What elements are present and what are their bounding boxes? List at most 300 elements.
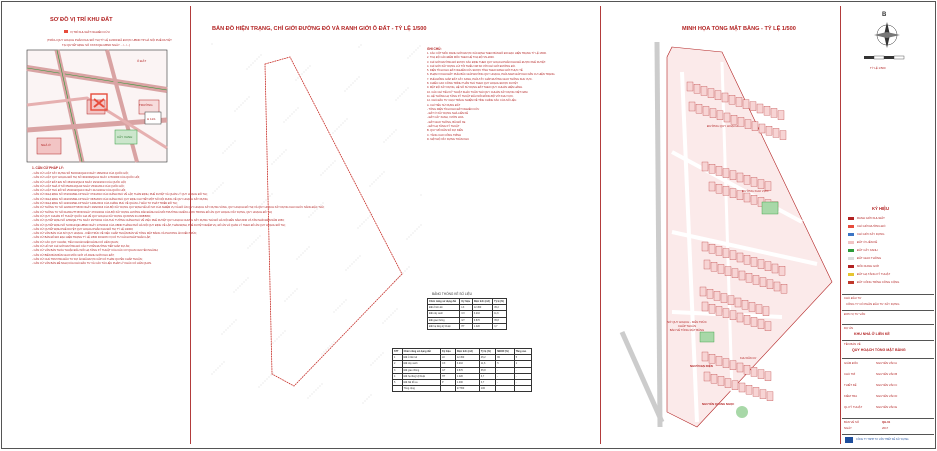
survey-point [219,187,220,188]
survey-point [326,350,327,351]
note-line: 9. MẬT ĐỘ XÂY DỰNG, HỆ SỐ SỬ DỤNG ĐẤT THEO QUY CHUẨN HIỆN HÀNH. [427,86,523,90]
survey-point [387,319,388,320]
house-lot [751,367,757,376]
survey-point [236,320,237,321]
house-lot [737,313,743,322]
survey-point [388,138,389,139]
legal-note-line: - CĂN CỨ LUẬT ĐẤT ĐAI SỐ 45/2013/QH13 NGÀY 29/11/2013 CỦA QUỐC HỘI; [32,180,127,184]
location-map [27,50,167,162]
survey-point [315,211,316,212]
legend-item [848,256,881,260]
survey-point [314,392,315,393]
survey-point [282,154,283,155]
house-lot [709,182,715,191]
note-line: - ĐẤT Ở XÂY DỰNG NHÀ LIỀN KỀ [427,112,469,116]
legend-item [848,272,890,276]
house-lot [704,372,710,381]
survey-point [313,213,314,214]
legend-swatch [848,225,854,228]
survey-point [339,127,340,128]
house-lot [739,383,745,392]
house-lot [725,267,731,276]
table-cell: 11,6 [479,361,495,367]
survey-point [345,91,346,92]
legend-item [848,280,899,284]
drawing-label: TÊN BẢN VẼ [844,342,861,346]
site-plan-title: MINH HỌA TỔNG MẶT BẰNG - TỶ LỆ 1/500 [682,26,796,32]
house-lot [737,173,743,182]
table-cell: 100 [479,386,495,392]
survey-point [308,398,309,399]
survey-point [262,204,263,205]
survey-point [408,58,409,59]
survey-point [400,96,401,97]
survey-point [227,149,228,150]
survey-point [258,238,259,239]
survey-point [292,114,293,115]
survey-point [396,100,397,101]
map-label-2: NHÀ Ở [41,143,51,147]
table-cell: 5 [393,379,403,385]
survey-point [278,158,279,159]
table-cell: 5 [496,361,514,367]
table-cell: Đất hạ tầng kỹ thuật [402,373,440,379]
notes-list [427,52,587,142]
survey-point [232,324,233,325]
survey-point [371,365,372,366]
table-cell: Đất hạ tầng kỹ thuật [428,323,460,329]
legend-item [848,264,879,268]
table-cell: HT [441,373,456,379]
legend-item [848,240,877,244]
survey-point [311,215,312,216]
legal-notes-heading: 1. CĂN CỨ PHÁP LÝ: [32,166,64,170]
survey-point [299,257,300,258]
house-lot [764,106,770,115]
survey-point [224,332,225,333]
signature-name: NGUYỄN QUANG NGỌC [702,402,735,406]
survey-point [347,89,348,90]
house-lot [744,175,750,184]
survey-point [287,299,288,300]
house-lot [743,100,749,109]
location-legend-swatch [64,30,68,33]
survey-point [412,54,413,55]
survey-point [345,121,346,122]
panel-divider-3 [840,6,841,444]
house-lot [739,271,745,280]
survey-point [225,151,226,152]
survey-point [217,189,218,190]
survey-point [297,289,298,290]
legend-swatch [848,281,854,284]
survey-point [309,247,310,248]
drawing-name: QUY HOẠCH TỔNG MẶT BẰNG [852,348,906,352]
house-lot [694,84,700,93]
survey-point [333,163,334,164]
date-label: NGÀY [844,426,852,430]
survey-point [247,69,248,70]
survey-point [404,92,405,93]
north-letter: B [882,12,887,18]
consultant-label: ĐƠN VỊ TƯ VẤN [844,312,866,316]
legend-heading: KÝ HIỆU [872,206,889,211]
house-lot [718,264,724,273]
survey-point [224,362,225,363]
table-cell: P [441,379,456,385]
house-lot [723,309,729,318]
title-block [842,6,934,446]
survey-point [272,164,273,165]
house-lot [728,296,734,305]
legend-label: ĐẤT CÂY XANH [857,248,878,252]
drawing-sheet [1,1,936,449]
survey-point [245,101,246,102]
house-lot [758,320,764,329]
legal-note-line: - CĂN CỨ LUẬT QUY HOẠCH ĐÔ THỊ SỐ 30/2009/QH12 NGÀY 17/6/2009 CỦA QUỐC HỘI; [32,176,140,180]
house-lot [746,273,752,282]
survey-point [260,206,261,207]
survey-point [382,174,383,175]
house-lot [766,126,772,135]
note-line: 2. TOẠ ĐỘ CÁC ĐIỂM MỐC THEO HỆ TOẠ ĐỘ VN-2000. [427,56,495,60]
house-lot [765,372,771,381]
survey-point [242,284,243,285]
house-lot [730,361,736,370]
table-cell: 3.210 [472,311,492,317]
house-lot [779,266,785,275]
survey-point [333,133,334,134]
survey-point [332,344,333,345]
survey-point [220,366,221,367]
survey-point [325,171,326,172]
survey-point [389,317,390,318]
survey-point [377,359,378,360]
table-cell: 9.870 [455,367,479,373]
survey-point [355,81,356,82]
compass-icon [872,20,902,50]
table-cell: - [496,367,514,373]
survey-point [303,253,304,254]
legend-swatch [848,273,854,276]
sheet-number: QH-01 [882,420,891,424]
survey-point [239,107,240,108]
role-name: NGUYỄN VĂN D [876,394,898,398]
survey-point [372,184,373,185]
plan-note: KHU DÂN CƯ [740,357,757,360]
table-cell: 5 [514,355,531,361]
role-title: CHỦ TRÌ [844,372,856,376]
survey-point [367,399,368,400]
survey-point [334,312,335,313]
legal-note-line: - CĂN CỨ NGHỊ ĐỊNH SỐ 11/2013/NĐ-CP NGÀY 14/01/2013 CỦA CHÍNH PHỦ VỀ QUẢN LÝ ĐẦU TƯ PHÁT TRIỂN ĐÔ THỊ; [32,202,178,206]
table-header-cell: Tầng cao [514,349,531,355]
map-label-0: Ô ĐẤT [137,59,147,63]
survey-point [223,183,224,184]
sheet-label: BẢN VẼ SỐ [844,420,860,424]
survey-point [396,130,397,131]
legal-note-line: - CĂN CỨ NGHỊ ĐỊNH SỐ 44/2015/NĐ-CP NGÀY 06/5/2015 CỦA CHÍNH PHỦ QUY ĐỊNH CHI TIẾT MỘT SỐ NỘI DUNG VỀ QUY HOẠCH XÂY DỰNG; [32,197,209,201]
survey-point [306,70,307,71]
survey-point [336,310,337,311]
survey-point [301,255,302,256]
survey-point [229,147,230,148]
survey-point [350,266,351,267]
survey-point [237,109,238,110]
house-lot [731,115,737,124]
map-label-1: H 11/1 [147,117,156,121]
survey-point [359,77,360,78]
house-lot [730,251,736,260]
table-header-cell: MĐXD (%) [496,349,514,355]
survey-point [309,217,310,218]
note-line: B. QUY MÔ DÂN SỐ DỰ KIẾN [427,129,463,133]
table-cell: 3,7 [493,323,507,329]
table-cell: 1 [393,355,403,361]
house-lot [723,249,729,258]
survey-point [337,129,338,130]
house-lot [723,169,729,178]
table-cell: 2 [393,361,403,367]
stamp-line-0: SỞ QUY HOẠCH - KIẾN TRÚC [667,320,707,324]
table-cell: 9.870 [472,317,492,323]
survey-point [213,193,214,194]
house-lot [709,304,715,313]
survey-point [263,383,264,384]
house-lot [732,381,738,390]
role-name: NGUYỄN VĂN B [876,372,898,376]
survey-point [391,315,392,316]
table-cell: - [514,379,531,385]
table-cell: - [496,379,514,385]
note-line: 8. CHIỀU CAO CÔNG TRÌNH TUÂN THỦ THEO QUY HOẠCH ĐƯỢC DUYỆT. [427,82,519,86]
survey-point [308,68,309,69]
legal-note-line: - CĂN CỨ QUY CHUẨN KỸ THUẬT QUỐC GIA VỀ QUY HOẠCH XÂY DỰNG QCXDVN 01:2008/BXD; [32,214,151,218]
table-cell: 27.550 [455,386,479,392]
table-header-cell: Tỷ lệ (%) [479,349,495,355]
table-cell: Đất ở liền kề [428,305,460,311]
legend-swatch [848,233,854,236]
table-cell: Đất cây xanh [402,361,440,367]
house-lot [702,302,708,311]
house-lot [737,363,743,372]
table-cell: 12.450 [455,355,479,361]
survey-point [283,333,284,334]
house-lot [763,307,769,316]
survey-point [366,220,367,221]
legend-swatch [848,265,854,268]
house-lot [750,102,756,111]
house-lot [709,354,715,363]
house-lot [749,302,755,311]
survey-point [365,401,366,402]
survey-point [298,78,299,79]
survey-point [421,225,422,226]
house-lot [765,322,771,331]
note-line: - ĐẤT GIAO THÔNG, BÃI ĐỖ XE [427,120,466,124]
legend-item [848,216,885,220]
survey-point [371,395,372,396]
house-lot [753,275,759,284]
survey-point [354,262,355,263]
survey-point [319,207,320,208]
survey-point [264,202,265,203]
table-cell: 45,2 [479,355,495,361]
survey-point [318,388,319,389]
legend-item [848,224,885,228]
survey-point [364,222,365,223]
house-lot [773,128,779,137]
house-lot [732,269,738,278]
table-cell: CX [441,361,456,367]
table-cell: 80 [496,355,514,361]
house-lot [765,262,771,271]
house-lot [716,306,722,315]
survey-point [260,236,261,237]
location-legend-text: VỊ TRÍ KHU ĐẤT NGHIÊN CỨU [70,30,110,34]
house-lot [700,287,706,296]
house-lot [711,374,717,383]
house-lot [702,242,708,251]
table-cell: 4 [393,373,403,379]
survey-point [378,178,379,179]
legal-note-line: - CĂN CỨ VĂN BẢN ĐỀ NGHỊ CỦA CHỦ ĐẦU TƯ VÀ CÁC TÀI LIỆU PHÁP LÝ KHÁC CÓ LIÊN QUAN. [32,262,152,266]
survey-point [384,172,385,173]
survey-point [379,357,380,358]
survey-point [274,162,275,163]
survey-point [329,167,330,168]
survey-point [286,150,287,151]
role-name: NGUYỄN VĂN C [876,383,898,387]
note-line: 1. CÁC CỘT MỐC RANH GIỚI ĐƯỢC XÁC ĐỊNH THEO BẢN ĐỒ ĐO ĐẠC HIỆN TRẠNG TỶ LỆ 1/500. [427,52,547,55]
house-lot [767,392,773,401]
legend-swatch [848,249,854,252]
survey-point [286,120,287,121]
house-lot [723,359,729,368]
table-cell: 3 [393,367,403,373]
house-lot [745,120,751,129]
house-lot [771,108,777,117]
survey-point [418,48,419,49]
house-lot [704,260,710,269]
survey-point [248,278,249,279]
survey-point [285,301,286,302]
survey-point [373,363,374,364]
table-cell: 3,7 [479,373,495,379]
survey-point [234,322,235,323]
house-lot [751,177,757,186]
survey-point [235,141,236,142]
house-lot [772,264,778,273]
survey-point [221,185,222,186]
house-lot [729,95,735,104]
house-lot [723,186,729,195]
table-cell: GT [441,367,456,373]
survey-point [383,323,384,324]
table-header-cell: Tỷ lệ (%) [493,299,507,305]
survey-point [218,368,219,369]
role-title: THIẾT KẾ [844,383,857,387]
survey-point [236,290,237,291]
survey-point [289,297,290,298]
house-lot [696,104,702,113]
survey-point [249,97,250,98]
survey-point [272,194,273,195]
survey-point [415,231,416,232]
survey-point [347,119,348,120]
survey-point [346,300,347,301]
survey-point [256,240,257,241]
survey-point [390,136,391,137]
legal-note-line: - CĂN CỨ CÁC QUY CHUẨN, TIÊU CHUẨN HIỆN HÀNH CÓ LIÊN QUAN; [32,240,119,244]
survey-point [215,191,216,192]
legal-note-line: - CĂN CỨ CHỦ TRƯƠNG ĐẦU TƯ DỰ ÁN ĐÃ ĐƯỢC CẤP CÓ THẨM QUYỀN CHẤP THUẬN; [32,257,143,261]
house-lot [708,89,714,98]
survey-point [275,341,276,342]
stamp-line-1: CHẤP THUẬN [677,324,697,328]
survey-point [269,377,270,378]
survey-point [359,47,360,48]
house-lot [758,180,764,189]
survey-point [234,292,235,293]
house-lot [709,164,715,173]
legend-label: ĐẤT CÔNG TRÌNH CÔNG CỘNG [857,280,900,284]
table-cell: 1.020 [472,323,492,329]
survey-point [291,295,292,296]
survey-point [406,90,407,91]
survey-point [353,83,354,84]
table-cell: LK [441,355,456,361]
owner-label: CHỦ ĐẦU TƯ [844,296,862,300]
survey-point [349,87,350,88]
stamp-line-2: BẢN VẼ TỔNG MẶT BẰNG [669,328,705,332]
project-name: KHU NHÀ Ở LIỀN KỀ [854,332,890,336]
house-lot [689,102,695,111]
table-cell: 35,8 [493,317,507,323]
house-lot [751,195,757,204]
survey-point [281,335,282,336]
location-subtitle-1: (TRÍCH QUY HOẠCH PHÂN KHU ĐÔ THỊ TỶ LỆ 1/2000 ĐÃ ĐƯỢC UBND TP HÀ NỘI PHÊ DUYỆT [47,38,172,42]
survey-point [368,218,369,219]
survey-point [273,373,274,374]
legal-note-line: - CĂN CỨ THÔNG TƯ SỐ 12/2016/TT-BXD NGÀY 29/6/2016 CỦA BỘ XÂY DỰNG QUY ĐỊNH VỀ HỒ SƠ CỦA NHIỆM VỤ VÀ ĐỒ ÁN QUY HOẠCH XÂY DỰNG VÙNG, QUY HOẠCH ĐÔ THỊ VÀ QUY HOẠCH XÂY DỰNG KHU CHỨC NĂNG ĐẶC THÙ; [32,206,325,210]
legal-note-line: - CĂN CỨ LUẬT THỦ ĐÔ SỐ 25/2012/QH13 NGÀY 21/11/2012 CỦA QUỐC HỘI; [32,189,126,193]
house-lot [709,244,715,253]
survey-point [212,374,213,375]
stats-table-title: BẢNG THỐNG KÊ SỐ LIỆU [432,292,472,296]
survey-point [381,355,382,356]
house-lot [737,253,743,262]
survey-point [231,145,232,146]
role-title: KIỂM TRA [844,394,858,398]
survey-point [261,385,262,386]
house-lot [744,315,750,324]
house-lot [725,379,731,388]
house-lot [721,294,727,303]
survey-point [411,235,412,236]
survey-point [250,246,251,247]
house-lot [759,124,765,133]
house-lot [760,390,766,399]
survey-point [360,256,361,257]
house-lot [730,189,736,198]
house-lot [780,131,786,140]
legal-note-line: - CĂN CỨ LUẬT NHÀ Ở SỐ 65/2014/QH13 NGÀY 25/11/2014 CỦA QUỐC HỘI; [32,184,125,188]
house-lot [702,162,708,171]
survey-point [298,108,299,109]
survey-point [216,370,217,371]
survey-point [407,269,408,270]
